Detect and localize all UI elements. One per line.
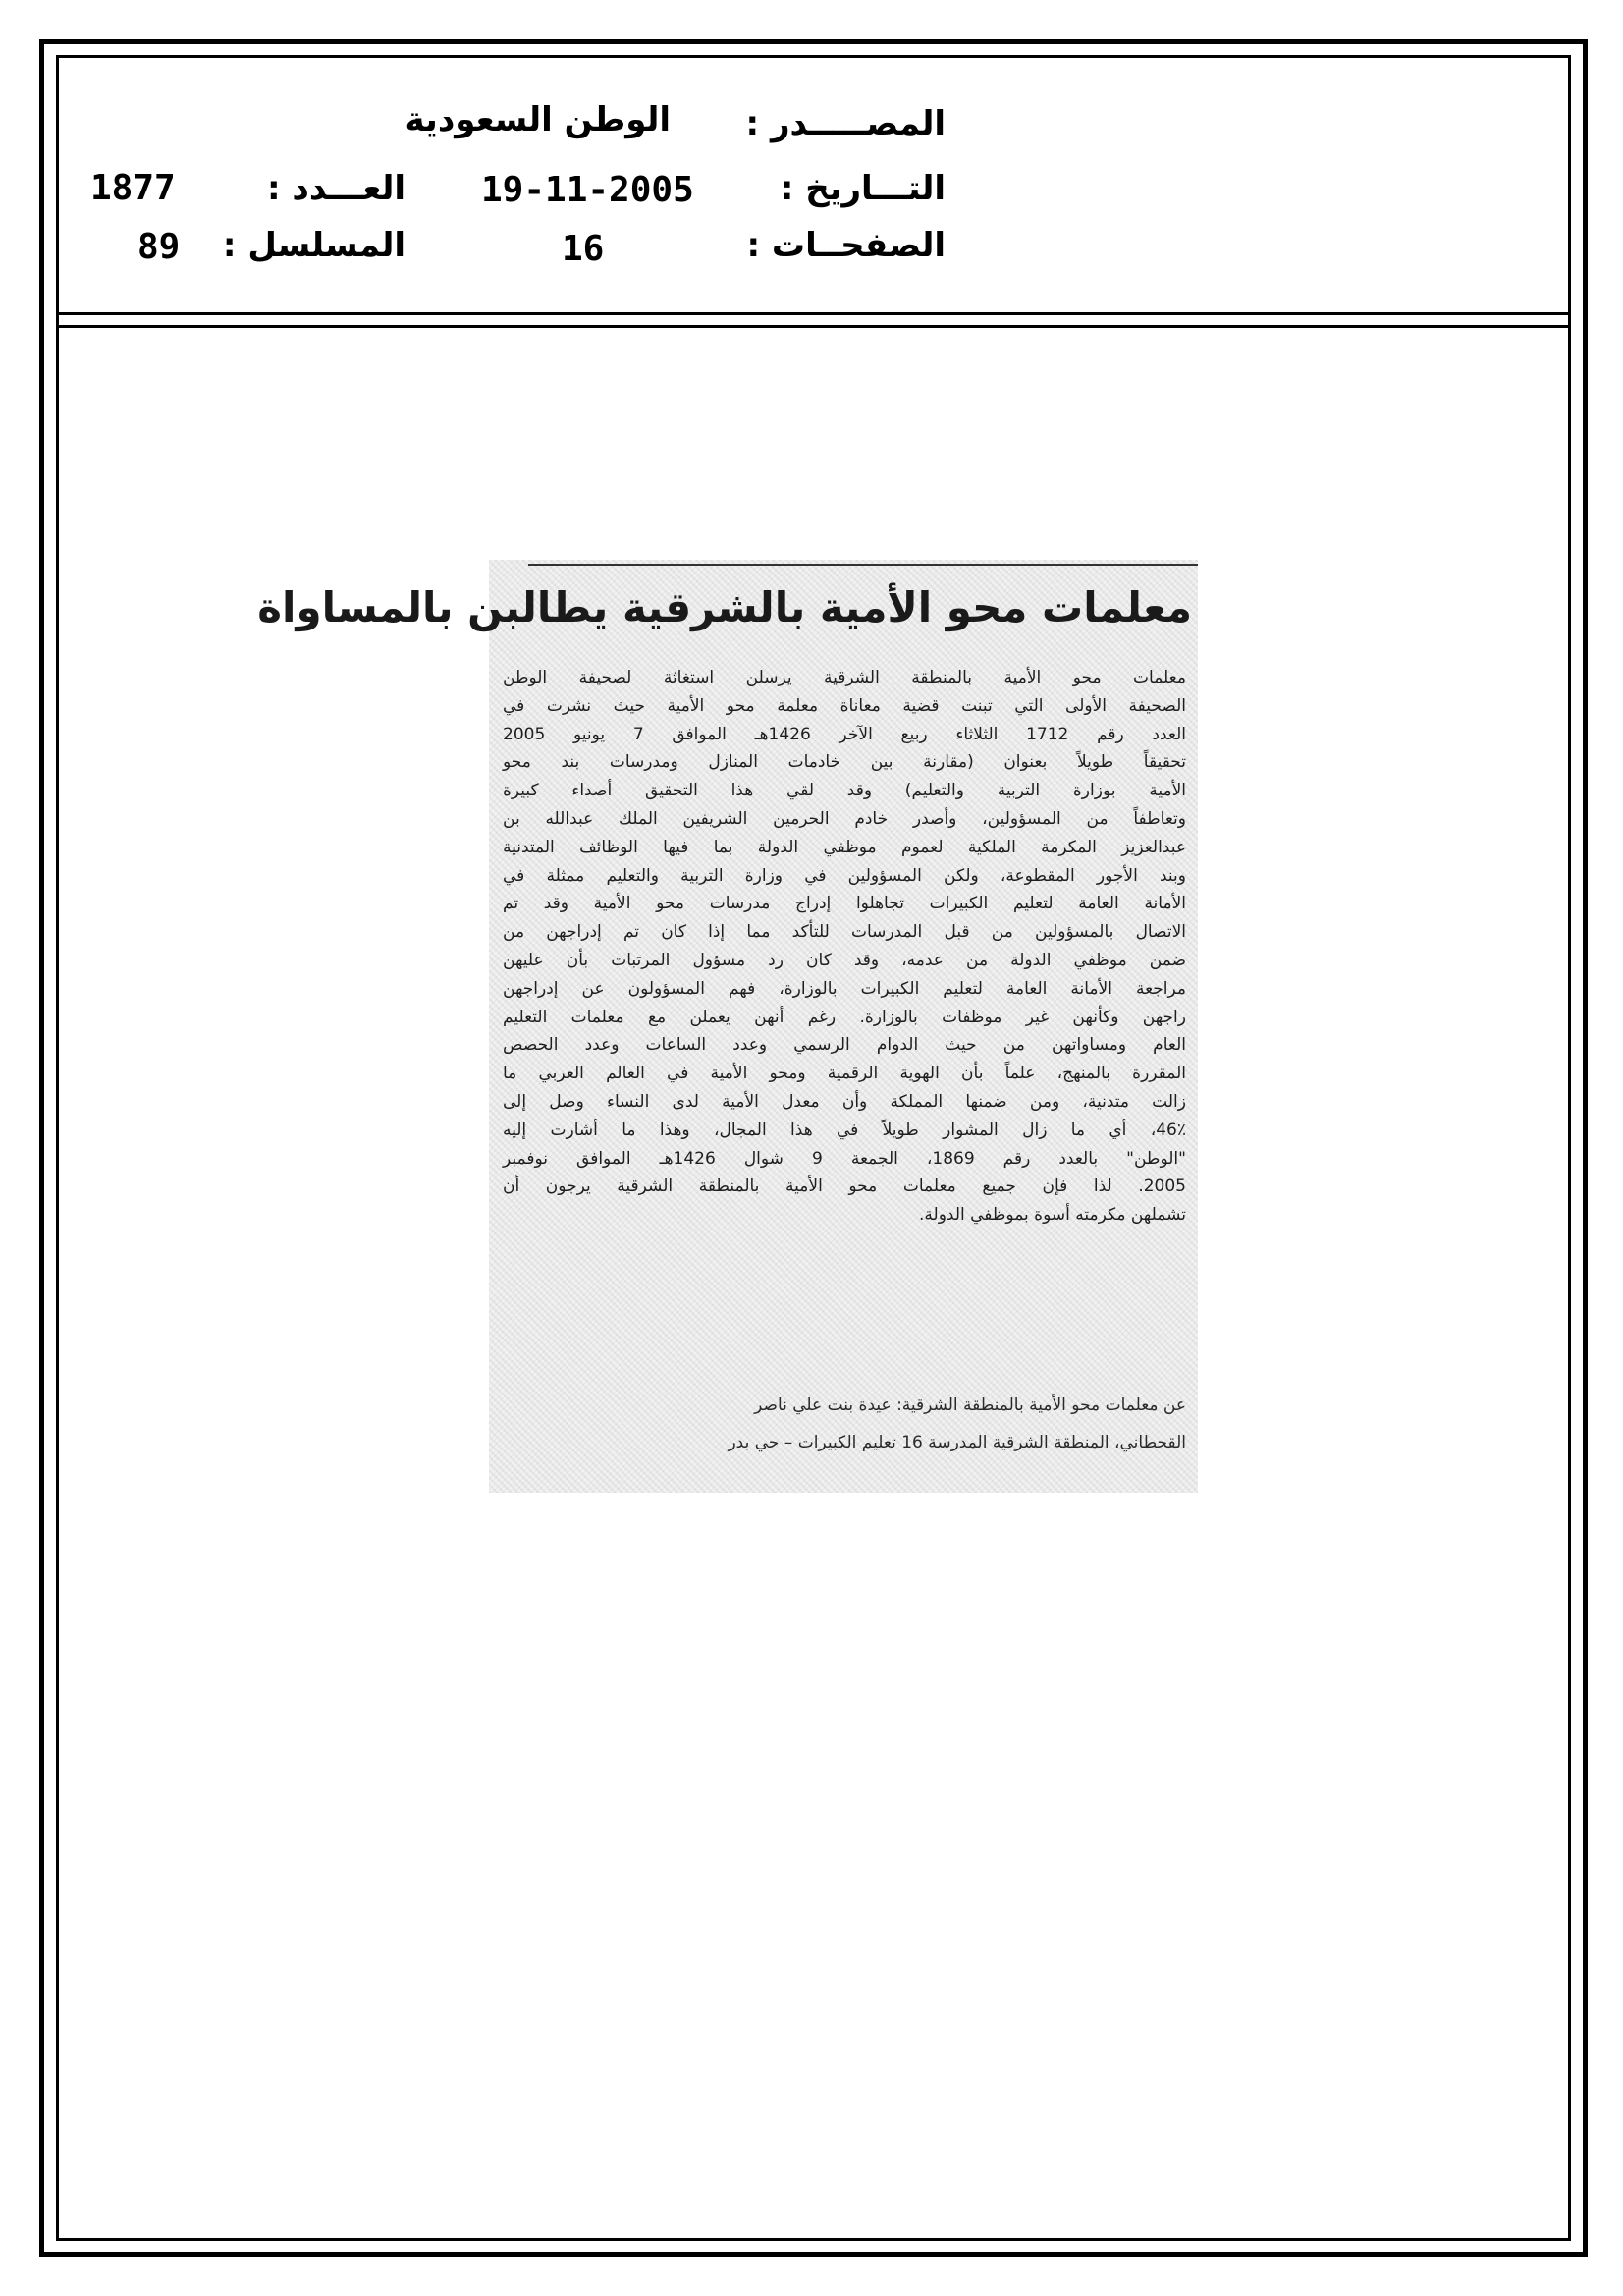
- pages-value: 16: [562, 229, 605, 269]
- article-line: تشملهن مكرمته أسوة بموظفي الدولة.: [919, 1205, 1186, 1226]
- article-signature-continued: [503, 1428, 1186, 1457]
- date-value: 19-11-2005: [481, 170, 694, 210]
- article-headline: معلمات محو الأمية بالشرقية يطالبن بالمساواة: [257, 583, 1192, 631]
- article-body: [503, 664, 1186, 1230]
- date-label: التـــاريخ :: [780, 169, 946, 208]
- article-line: الصحيفة الأولى التي تبنت قضية معاناة معلمة محو الأمية حيث نشرت في: [503, 695, 1186, 716]
- article-line: تحقيقاً طويلاً بعنوان (مقارنة بين خادمات المنازل ومدرسات بند محو: [503, 752, 1186, 773]
- article-line: المقررة بالمنهج، علماً بأن الهوية الرقمية ومحو الأمية في العالم العربي ما: [503, 1064, 1186, 1084]
- article-line: الاتصال بالمسؤولين من قبل المدرسات للتأكد مما إذا كان تم إدراجهن من: [503, 922, 1186, 943]
- article-line: وبند الأجور المقطوعة، ولكن المسؤولين في وزارة التربية والتعليم ممثلة في: [503, 865, 1186, 886]
- article-line: الأمانة العامة لتعليم الكبيرات تجاهلوا إدراج مدرسات محو الأمية وقد تم: [503, 894, 1186, 914]
- source-label: المصـــــدر :: [745, 104, 946, 143]
- article-line: 46٪، أي ما زال المشوار طويلاً في هذا المجال، وهذا ما أشارت إليه: [503, 1120, 1186, 1140]
- article-line: وتعاطفاً من المسؤولين، وأصدر خادم الحرمين الشريفين الملك عبدالله بن: [503, 808, 1186, 829]
- header-divider: [56, 312, 1571, 315]
- article-signature: [503, 1391, 1186, 1420]
- article-line: ضمن موظفي الدولة من عدمه، وقد كان رد مسؤول المرتبات بأن عليهن: [503, 950, 1186, 970]
- pages-label: الصفحــات :: [746, 226, 946, 265]
- signature-line: عن معلمات محو الأمية بالمنطقة الشرقية: عيدة بنت علي ناصر: [754, 1395, 1186, 1415]
- header-divider-double: [56, 325, 1571, 328]
- article-line: راجهن وكأنهن غير موظفات بالوزارة. رغم أنهن يعملن مع معلمات التعليم: [503, 1007, 1186, 1027]
- article-line: "الوطن" بالعدد رقم 1869، الجمعة 9 شوال 1426هـ الموافق نوفمبر: [503, 1148, 1186, 1169]
- serial-value: 89: [137, 227, 181, 267]
- article-line: 2005. لذا فإن جميع معلمات محو الأمية بالمنطقة الشرقية يرجون أن: [503, 1176, 1186, 1197]
- source-value: الوطن السعودية: [405, 100, 671, 139]
- article-line: معلمات محو الأمية بالمنطقة الشرقية يرسلن استغاثة لصحيفة الوطن: [503, 668, 1186, 687]
- clipping-top-rule: [528, 564, 1198, 566]
- signature-line: القحطاني، المنطقة الشرقية المدرسة 16 تعليم الكبيرات – حي بدر: [728, 1433, 1186, 1452]
- serial-label: المسلسل :: [222, 226, 406, 265]
- article-line: عبدالعزيز المكرمة الملكية لعموم موظفي الدولة بما فيها الوظائف المتدنية: [503, 837, 1186, 857]
- article-line: زالت متدنية، ومن ضمنها المملكة وأن معدل الأمية لدى النساء وصل إلى: [503, 1091, 1186, 1112]
- article-line: الأمية بوزارة التربية والتعليم) وقد لقي هذا التحقيق أصداء كبيرة: [503, 781, 1186, 801]
- issue-label: العـــدد :: [267, 169, 406, 208]
- issue-value: 1877: [90, 168, 176, 208]
- article-line: مراجعة الأمانة العامة لتعليم الكبيرات بالوزارة، فهم المسؤولون عن إدراجهن: [503, 978, 1186, 999]
- article-line: العدد رقم 1712 الثلاثاء ربيع الآخر 1426هـ الموافق 7 يونيو 2005: [503, 724, 1187, 744]
- article-line: العام ومساواتهن من حيث الدوام الرسمي وعدد الساعات وعدد الحصص: [503, 1035, 1186, 1056]
- newspaper-clipping: [257, 560, 1198, 1493]
